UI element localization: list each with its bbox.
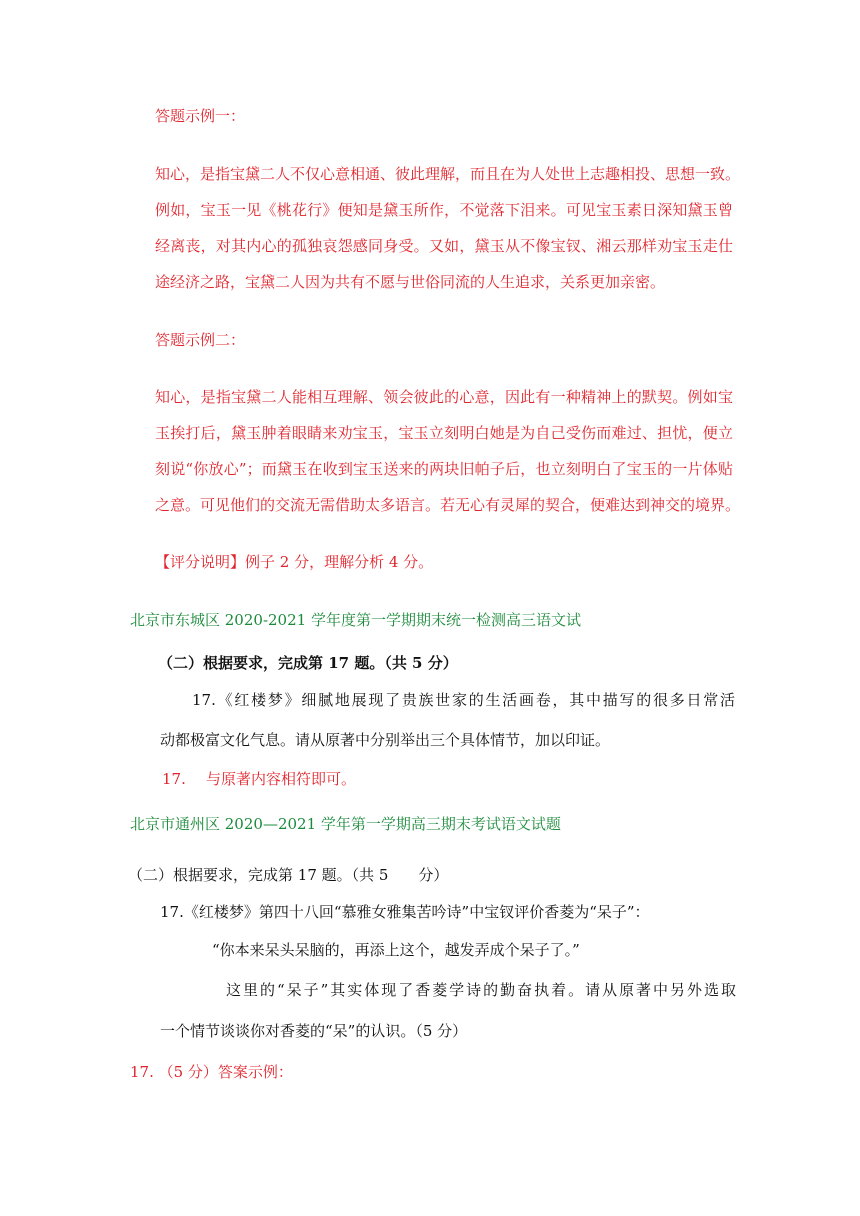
example2-line-4: 之意。可见他们的交流无需借助太多语言。若无心有灵犀的契合，便难达到神交的境界。 (155, 496, 741, 514)
tongzhou-question-line-3: 这里的“呆子”其实体现了香菱学诗的勤奋执着。请从原著中另外选取 (226, 981, 736, 999)
dongcheng-question-line-1: 17.《红楼梦》细腻地展现了贵族世家的生活画卷，其中描写的很多日常活 (192, 691, 735, 709)
dongcheng-source: 北京市东城区 2020-2021 学年度第一学期期末统一检测高三语文试 (130, 611, 581, 629)
tongzhou-answer-header: 17. （5 分）答案示例： (130, 1063, 293, 1081)
scoring-note: 【评分说明】例子 2 分，理解分析 4 分。 (155, 553, 434, 571)
tongzhou-question-line-4: 一个情节谈谈你对香菱的“呆”的认识。（5 分） (160, 1022, 468, 1040)
tongzhou-question-line-1: 17.《红楼梦》第四十八回“慕雅女雅集苦吟诗”中宝钗评价香菱为“呆子”： (160, 903, 650, 921)
example1-heading: 答题示例一： (155, 107, 246, 125)
tongzhou-source: 北京市通州区 2020—2021 学年第一学期高三期末考试语文试题 (130, 815, 561, 833)
example2-line-3: 刻说“你放心”；而黛玉在收到宝玉送来的两块旧帕子后，也立刻明白了宝玉的一片体贴 (155, 460, 733, 478)
dongcheng-answer-number: 17. (162, 770, 186, 788)
example2-heading: 答题示例二： (155, 331, 246, 349)
example2-line-2: 玉挨打后，黛玉肿着眼睛来劝宝玉，宝玉立刻明白她是为自己受伤而难过、担忧，便立 (155, 424, 733, 442)
tongzhou-section-heading: （二）根据要求，完成第 17 题。（共 5 分） (128, 866, 449, 884)
example1-line-1: 知心，是指宝黛二人不仅心意相通、彼此理解，而且在为人处世上志趣相投、思想一致。 (155, 165, 741, 183)
dongcheng-section-heading: （二）根据要求，完成第 17 题。（共 5 分） (158, 654, 458, 672)
tongzhou-quote: “你本来呆头呆脑的，再添上这个，越发弄成个呆子了。” (212, 941, 580, 959)
example1-line-4: 途经济之路，宝黛二人因为共有不愿与世俗同流的人生追求，关系更加亲密。 (155, 273, 666, 291)
example1-line-3: 经离丧，对其内心的孤独哀怨感同身受。又如，黛玉从不像宝钗、湘云那样劝宝玉走仕 (155, 237, 733, 255)
dongcheng-question-line-2: 动都极富文化气息。请从原著中分别举出三个具体情节，加以印证。 (160, 731, 611, 749)
dongcheng-answer-text: 与原著内容相符即可。 (206, 770, 357, 788)
example2-line-1: 知心，是指宝黛二人能相互理解、领会彼此的心意，因此有一种精神上的默契。例如宝 (155, 388, 733, 406)
example1-line-2: 例如，宝玉一见《桃花行》便知是黛玉所作，不觉落下泪来。可见宝玉素日深知黛玉曾 (155, 201, 733, 219)
